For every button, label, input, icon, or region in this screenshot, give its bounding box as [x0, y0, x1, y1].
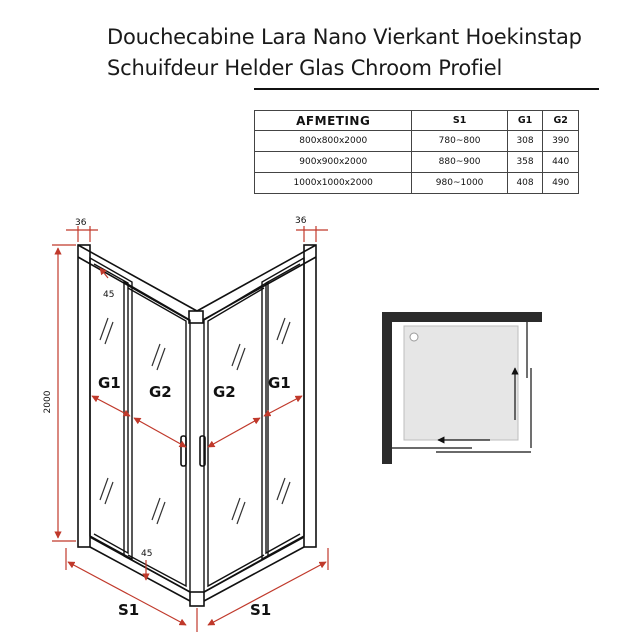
header-afmeting: AFMETING [255, 111, 412, 131]
cell-afmeting: 900x900x2000 [255, 152, 412, 173]
label-g1-left: G1 [98, 374, 121, 392]
cell-g2: 390 [543, 131, 579, 152]
header-g1: G1 [507, 111, 543, 131]
cell-s1: 980~1000 [412, 173, 507, 194]
label-g2-left: G2 [149, 383, 172, 401]
dim-top-left: 36 [75, 218, 87, 228]
dimension-labels [43, 216, 307, 619]
cell-afmeting: 800x800x2000 [255, 131, 412, 152]
cell-g1: 358 [507, 152, 543, 173]
door-handles [181, 436, 205, 466]
right-sliding-door [204, 282, 268, 592]
top-view-plan [382, 312, 542, 464]
header-s1: S1 [412, 111, 507, 131]
wall-left [382, 312, 392, 464]
cell-s1: 780~800 [412, 131, 507, 152]
dim-height: 2000 [43, 390, 53, 414]
cell-g2: 490 [543, 173, 579, 194]
label-g1-right: G1 [268, 374, 291, 392]
label-s1-right: S1 [250, 601, 272, 619]
dim-top-right: 36 [295, 216, 307, 226]
shower-tray [404, 326, 518, 440]
left-sliding-door [124, 282, 190, 592]
left-fixed-panel [90, 258, 132, 559]
cell-s1: 880~900 [412, 152, 507, 173]
label-s1-left: S1 [118, 601, 140, 619]
drain-icon [410, 333, 418, 341]
wall-top [382, 312, 542, 322]
dim-angle-top: 45 [103, 290, 115, 300]
cell-afmeting: 1000x1000x2000 [255, 173, 412, 194]
cell-g1: 308 [507, 131, 543, 152]
product-title-line-2: Schuifdeur Helder Glas Chroom Profiel [107, 56, 503, 80]
dim-angle-bottom: 45 [141, 549, 153, 559]
cell-g2: 440 [543, 152, 579, 173]
product-title-line-1: Douchecabine Lara Nano Vierkant Hoekinstap [107, 25, 582, 49]
label-g2-right: G2 [213, 383, 236, 401]
cell-g1: 408 [507, 173, 543, 194]
header-g2: G2 [543, 111, 579, 131]
